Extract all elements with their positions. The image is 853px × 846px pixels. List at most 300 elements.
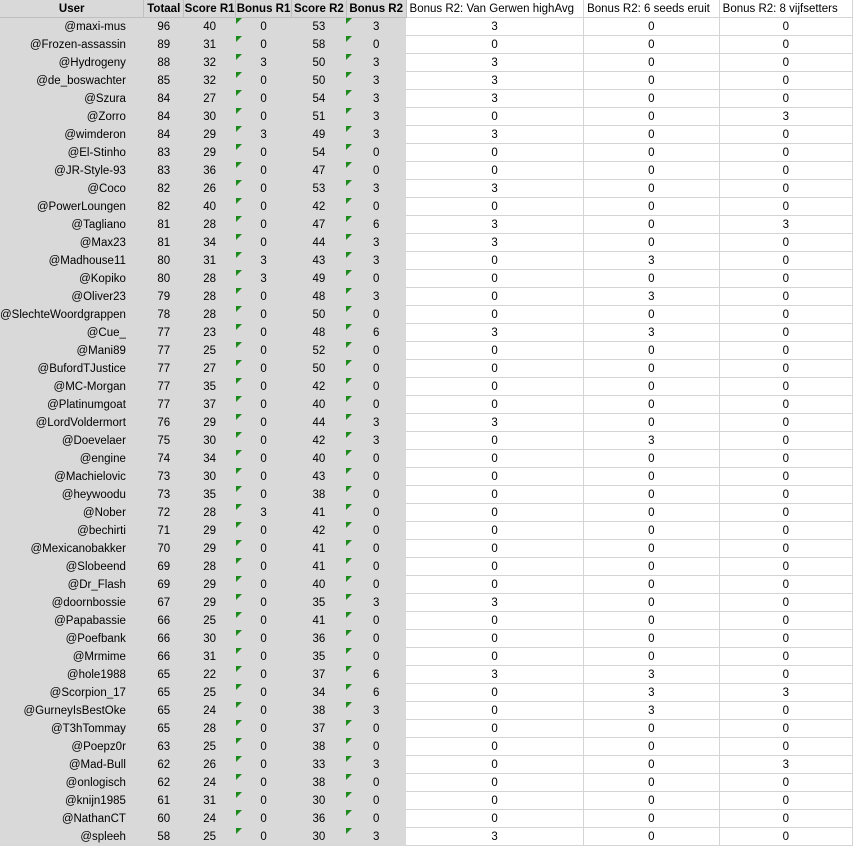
cell-bonus-vijfsetters[interactable]: 0: [719, 270, 852, 288]
cell-score-r1[interactable]: 29: [184, 540, 236, 558]
cell-bonus-van-gerwen[interactable]: 3: [406, 594, 584, 612]
cell-bonus-vijfsetters[interactable]: 0: [719, 810, 852, 828]
cell-bonus-van-gerwen[interactable]: 0: [406, 270, 584, 288]
cell-bonus-r2[interactable]: 0: [346, 468, 406, 486]
cell-bonus-seeds[interactable]: 3: [584, 432, 720, 450]
cell-bonus-r2[interactable]: 6: [346, 324, 406, 342]
cell-totaal[interactable]: 66: [144, 648, 184, 666]
cell-score-r1[interactable]: 28: [184, 270, 236, 288]
cell-bonus-seeds[interactable]: 0: [584, 648, 720, 666]
cell-score-r2[interactable]: 40: [292, 576, 347, 594]
cell-totaal[interactable]: 77: [144, 396, 184, 414]
cell-score-r2[interactable]: 50: [292, 360, 347, 378]
cell-score-r2[interactable]: 30: [292, 792, 347, 810]
cell-totaal[interactable]: 80: [144, 270, 184, 288]
cell-user[interactable]: @Kopiko: [0, 270, 144, 288]
cell-score-r2[interactable]: 38: [292, 486, 347, 504]
cell-bonus-van-gerwen[interactable]: 0: [406, 252, 584, 270]
cell-user[interactable]: @Dr_Flash: [0, 576, 144, 594]
cell-user[interactable]: @BufordTJustice: [0, 360, 144, 378]
cell-bonus-vijfsetters[interactable]: 3: [719, 756, 852, 774]
cell-score-r2[interactable]: 38: [292, 702, 347, 720]
cell-bonus-van-gerwen[interactable]: 0: [406, 702, 584, 720]
cell-score-r1[interactable]: 40: [184, 18, 236, 36]
cell-bonus-r1[interactable]: 3: [236, 126, 292, 144]
cell-score-r1[interactable]: 31: [184, 792, 236, 810]
cell-bonus-r1[interactable]: 0: [236, 198, 292, 216]
cell-totaal[interactable]: 69: [144, 576, 184, 594]
cell-bonus-vijfsetters[interactable]: 0: [719, 234, 852, 252]
cell-bonus-vijfsetters[interactable]: 0: [719, 522, 852, 540]
cell-bonus-van-gerwen[interactable]: 3: [406, 18, 584, 36]
cell-bonus-r2[interactable]: 0: [346, 792, 406, 810]
cell-bonus-van-gerwen[interactable]: 3: [406, 216, 584, 234]
cell-user[interactable]: @T3hTommay: [0, 720, 144, 738]
cell-bonus-r1[interactable]: 0: [236, 486, 292, 504]
cell-totaal[interactable]: 74: [144, 450, 184, 468]
cell-score-r2[interactable]: 48: [292, 324, 347, 342]
cell-user[interactable]: @wimderon: [0, 126, 144, 144]
cell-bonus-r1[interactable]: 0: [236, 666, 292, 684]
cell-score-r2[interactable]: 42: [292, 432, 347, 450]
cell-user[interactable]: @spleeh: [0, 828, 144, 846]
cell-score-r1[interactable]: 25: [184, 684, 236, 702]
cell-score-r1[interactable]: 30: [184, 630, 236, 648]
cell-user[interactable]: @Scorpion_17: [0, 684, 144, 702]
cell-score-r2[interactable]: 41: [292, 504, 347, 522]
cell-bonus-seeds[interactable]: 0: [584, 504, 720, 522]
cell-bonus-seeds[interactable]: 0: [584, 234, 720, 252]
cell-bonus-seeds[interactable]: 0: [584, 144, 720, 162]
cell-bonus-r2[interactable]: 0: [346, 558, 406, 576]
cell-totaal[interactable]: 66: [144, 630, 184, 648]
cell-bonus-van-gerwen[interactable]: 0: [406, 198, 584, 216]
cell-bonus-vijfsetters[interactable]: 0: [719, 252, 852, 270]
cell-score-r1[interactable]: 28: [184, 504, 236, 522]
cell-score-r1[interactable]: 31: [184, 36, 236, 54]
cell-user[interactable]: @Madhouse11: [0, 252, 144, 270]
cell-bonus-seeds[interactable]: 0: [584, 306, 720, 324]
cell-bonus-vijfsetters[interactable]: 0: [719, 288, 852, 306]
cell-bonus-van-gerwen[interactable]: 3: [406, 72, 584, 90]
cell-totaal[interactable]: 63: [144, 738, 184, 756]
cell-bonus-seeds[interactable]: 0: [584, 216, 720, 234]
cell-bonus-vijfsetters[interactable]: 0: [719, 774, 852, 792]
cell-bonus-seeds[interactable]: 0: [584, 126, 720, 144]
cell-bonus-r2[interactable]: 3: [346, 54, 406, 72]
cell-bonus-vijfsetters[interactable]: 0: [719, 180, 852, 198]
cell-totaal[interactable]: 66: [144, 612, 184, 630]
cell-bonus-vijfsetters[interactable]: 0: [719, 72, 852, 90]
cell-user[interactable]: @Poefbank: [0, 630, 144, 648]
cell-bonus-vijfsetters[interactable]: 0: [719, 342, 852, 360]
cell-bonus-seeds[interactable]: 0: [584, 108, 720, 126]
cell-bonus-vijfsetters[interactable]: 0: [719, 324, 852, 342]
cell-score-r2[interactable]: 50: [292, 54, 347, 72]
cell-bonus-r2[interactable]: 0: [346, 630, 406, 648]
cell-user[interactable]: @Zorro: [0, 108, 144, 126]
cell-totaal[interactable]: 62: [144, 756, 184, 774]
cell-score-r1[interactable]: 25: [184, 828, 236, 846]
cell-totaal[interactable]: 78: [144, 306, 184, 324]
cell-score-r1[interactable]: 29: [184, 522, 236, 540]
cell-bonus-r1[interactable]: 0: [236, 378, 292, 396]
cell-totaal[interactable]: 80: [144, 252, 184, 270]
header-bonus-r1[interactable]: Bonus R1: [236, 0, 292, 18]
cell-bonus-seeds[interactable]: 0: [584, 396, 720, 414]
cell-score-r1[interactable]: 25: [184, 342, 236, 360]
cell-bonus-r1[interactable]: 0: [236, 774, 292, 792]
cell-bonus-seeds[interactable]: 0: [584, 342, 720, 360]
cell-bonus-r2[interactable]: 3: [346, 180, 406, 198]
cell-bonus-r1[interactable]: 0: [236, 72, 292, 90]
cell-totaal[interactable]: 85: [144, 72, 184, 90]
cell-score-r2[interactable]: 42: [292, 198, 347, 216]
cell-score-r1[interactable]: 29: [184, 576, 236, 594]
cell-bonus-van-gerwen[interactable]: 3: [406, 666, 584, 684]
cell-user[interactable]: @Poepz0r: [0, 738, 144, 756]
cell-bonus-seeds[interactable]: 0: [584, 414, 720, 432]
cell-bonus-seeds[interactable]: 0: [584, 90, 720, 108]
cell-bonus-van-gerwen[interactable]: 0: [406, 450, 584, 468]
cell-bonus-van-gerwen[interactable]: 0: [406, 162, 584, 180]
cell-user[interactable]: @MC-Morgan: [0, 378, 144, 396]
cell-bonus-r1[interactable]: 0: [236, 18, 292, 36]
cell-user[interactable]: @engine: [0, 450, 144, 468]
cell-bonus-r1[interactable]: 0: [236, 108, 292, 126]
cell-bonus-vijfsetters[interactable]: 0: [719, 720, 852, 738]
cell-score-r1[interactable]: 34: [184, 450, 236, 468]
cell-bonus-r1[interactable]: 3: [236, 270, 292, 288]
cell-bonus-seeds[interactable]: 0: [584, 270, 720, 288]
cell-bonus-van-gerwen[interactable]: 3: [406, 54, 584, 72]
cell-score-r1[interactable]: 28: [184, 720, 236, 738]
cell-bonus-vijfsetters[interactable]: 3: [719, 684, 852, 702]
cell-bonus-r2[interactable]: 3: [346, 432, 406, 450]
cell-bonus-van-gerwen[interactable]: 0: [406, 378, 584, 396]
cell-bonus-r2[interactable]: 3: [346, 252, 406, 270]
cell-score-r1[interactable]: 28: [184, 558, 236, 576]
cell-user[interactable]: @knijn1985: [0, 792, 144, 810]
cell-bonus-seeds[interactable]: 3: [584, 702, 720, 720]
cell-bonus-r1[interactable]: 0: [236, 162, 292, 180]
cell-user[interactable]: @Doevelaer: [0, 432, 144, 450]
cell-bonus-van-gerwen[interactable]: 0: [406, 738, 584, 756]
cell-score-r2[interactable]: 52: [292, 342, 347, 360]
cell-bonus-r1[interactable]: 0: [236, 648, 292, 666]
cell-totaal[interactable]: 82: [144, 198, 184, 216]
cell-bonus-vijfsetters[interactable]: 0: [719, 558, 852, 576]
cell-bonus-seeds[interactable]: 3: [584, 684, 720, 702]
cell-user[interactable]: @PowerLoungen: [0, 198, 144, 216]
cell-bonus-van-gerwen[interactable]: 0: [406, 522, 584, 540]
cell-totaal[interactable]: 77: [144, 360, 184, 378]
header-score-r1[interactable]: Score R1: [184, 0, 236, 18]
cell-bonus-seeds[interactable]: 3: [584, 324, 720, 342]
cell-user[interactable]: @Mad-Bull: [0, 756, 144, 774]
cell-score-r2[interactable]: 50: [292, 72, 347, 90]
cell-bonus-r1[interactable]: 3: [236, 54, 292, 72]
cell-bonus-seeds[interactable]: 0: [584, 594, 720, 612]
cell-bonus-r1[interactable]: 3: [236, 504, 292, 522]
cell-user[interactable]: @Slobeend: [0, 558, 144, 576]
cell-score-r1[interactable]: 25: [184, 612, 236, 630]
cell-totaal[interactable]: 65: [144, 684, 184, 702]
cell-bonus-r1[interactable]: 0: [236, 612, 292, 630]
cell-bonus-vijfsetters[interactable]: 0: [719, 414, 852, 432]
cell-score-r2[interactable]: 49: [292, 126, 347, 144]
cell-bonus-vijfsetters[interactable]: 0: [719, 738, 852, 756]
cell-user[interactable]: @Machielovic: [0, 468, 144, 486]
header-bonus-van-gerwen[interactable]: Bonus R2: Van Gerwen highAvg: [406, 0, 584, 18]
cell-bonus-r1[interactable]: 0: [236, 144, 292, 162]
cell-totaal[interactable]: 79: [144, 288, 184, 306]
cell-bonus-r2[interactable]: 0: [346, 612, 406, 630]
cell-score-r2[interactable]: 42: [292, 522, 347, 540]
cell-bonus-r1[interactable]: 0: [236, 288, 292, 306]
cell-bonus-r2[interactable]: 3: [346, 126, 406, 144]
cell-bonus-vijfsetters[interactable]: 0: [719, 612, 852, 630]
cell-bonus-seeds[interactable]: 0: [584, 54, 720, 72]
cell-bonus-van-gerwen[interactable]: 0: [406, 630, 584, 648]
cell-bonus-vijfsetters[interactable]: 3: [719, 216, 852, 234]
cell-score-r2[interactable]: 37: [292, 666, 347, 684]
cell-totaal[interactable]: 67: [144, 594, 184, 612]
cell-bonus-seeds[interactable]: 0: [584, 450, 720, 468]
cell-user[interactable]: @Platinumgoat: [0, 396, 144, 414]
cell-user[interactable]: @Papabassie: [0, 612, 144, 630]
cell-bonus-r1[interactable]: 0: [236, 360, 292, 378]
cell-user[interactable]: @bechirti: [0, 522, 144, 540]
header-bonus-seeds[interactable]: Bonus R2: 6 seeds eruit: [584, 0, 720, 18]
cell-bonus-r1[interactable]: 3: [236, 252, 292, 270]
cell-bonus-van-gerwen[interactable]: 0: [406, 360, 584, 378]
cell-score-r1[interactable]: 29: [184, 414, 236, 432]
cell-bonus-van-gerwen[interactable]: 0: [406, 756, 584, 774]
cell-bonus-r1[interactable]: 0: [236, 36, 292, 54]
cell-score-r2[interactable]: 38: [292, 738, 347, 756]
cell-score-r2[interactable]: 49: [292, 270, 347, 288]
cell-score-r2[interactable]: 43: [292, 468, 347, 486]
cell-bonus-r1[interactable]: 0: [236, 396, 292, 414]
cell-bonus-van-gerwen[interactable]: 3: [406, 90, 584, 108]
cell-score-r2[interactable]: 33: [292, 756, 347, 774]
cell-bonus-r1[interactable]: 0: [236, 540, 292, 558]
cell-bonus-van-gerwen[interactable]: 3: [406, 828, 584, 846]
cell-bonus-r1[interactable]: 0: [236, 468, 292, 486]
cell-bonus-seeds[interactable]: 0: [584, 18, 720, 36]
cell-score-r2[interactable]: 30: [292, 828, 347, 846]
cell-score-r1[interactable]: 30: [184, 468, 236, 486]
cell-bonus-seeds[interactable]: 0: [584, 720, 720, 738]
cell-score-r1[interactable]: 22: [184, 666, 236, 684]
cell-score-r1[interactable]: 40: [184, 198, 236, 216]
cell-bonus-r1[interactable]: 0: [236, 342, 292, 360]
cell-user[interactable]: @Tagliano: [0, 216, 144, 234]
cell-bonus-seeds[interactable]: 0: [584, 162, 720, 180]
cell-user[interactable]: @Coco: [0, 180, 144, 198]
cell-bonus-seeds[interactable]: 0: [584, 810, 720, 828]
cell-bonus-vijfsetters[interactable]: 0: [719, 36, 852, 54]
cell-score-r1[interactable]: 35: [184, 486, 236, 504]
cell-bonus-r1[interactable]: 0: [236, 522, 292, 540]
cell-score-r1[interactable]: 37: [184, 396, 236, 414]
cell-user[interactable]: @Oliver23: [0, 288, 144, 306]
cell-bonus-van-gerwen[interactable]: 0: [406, 720, 584, 738]
cell-user[interactable]: @GurneyIsBestOke: [0, 702, 144, 720]
cell-bonus-van-gerwen[interactable]: 0: [406, 504, 584, 522]
cell-bonus-r2[interactable]: 0: [346, 576, 406, 594]
cell-bonus-r1[interactable]: 0: [236, 432, 292, 450]
cell-bonus-r2[interactable]: 3: [346, 72, 406, 90]
cell-score-r1[interactable]: 30: [184, 432, 236, 450]
cell-totaal[interactable]: 73: [144, 486, 184, 504]
cell-totaal[interactable]: 65: [144, 702, 184, 720]
cell-bonus-vijfsetters[interactable]: 0: [719, 396, 852, 414]
cell-bonus-r2[interactable]: 0: [346, 360, 406, 378]
cell-score-r2[interactable]: 35: [292, 648, 347, 666]
cell-score-r2[interactable]: 44: [292, 414, 347, 432]
cell-totaal[interactable]: 71: [144, 522, 184, 540]
cell-bonus-seeds[interactable]: 0: [584, 36, 720, 54]
cell-bonus-r2[interactable]: 0: [346, 270, 406, 288]
cell-score-r1[interactable]: 32: [184, 54, 236, 72]
cell-user[interactable]: @doornbossie: [0, 594, 144, 612]
cell-score-r2[interactable]: 36: [292, 810, 347, 828]
cell-totaal[interactable]: 70: [144, 540, 184, 558]
cell-bonus-r2[interactable]: 0: [346, 378, 406, 396]
cell-score-r2[interactable]: 37: [292, 720, 347, 738]
cell-score-r1[interactable]: 35: [184, 378, 236, 396]
cell-bonus-van-gerwen[interactable]: 0: [406, 288, 584, 306]
cell-user[interactable]: @Mrmime: [0, 648, 144, 666]
cell-bonus-r2[interactable]: 3: [346, 828, 406, 846]
cell-score-r2[interactable]: 43: [292, 252, 347, 270]
cell-totaal[interactable]: 61: [144, 792, 184, 810]
header-score-r2[interactable]: Score R2: [292, 0, 347, 18]
cell-user[interactable]: @Mexicanobakker: [0, 540, 144, 558]
cell-totaal[interactable]: 73: [144, 468, 184, 486]
cell-bonus-r1[interactable]: 0: [236, 576, 292, 594]
cell-bonus-van-gerwen[interactable]: 0: [406, 792, 584, 810]
header-totaal[interactable]: Totaal: [144, 0, 184, 18]
cell-bonus-r1[interactable]: 0: [236, 306, 292, 324]
cell-bonus-van-gerwen[interactable]: 0: [406, 342, 584, 360]
cell-bonus-r1[interactable]: 0: [236, 594, 292, 612]
cell-user[interactable]: @de_boswachter: [0, 72, 144, 90]
cell-user[interactable]: @Frozen-assassin: [0, 36, 144, 54]
cell-bonus-r2[interactable]: 0: [346, 648, 406, 666]
cell-bonus-r2[interactable]: 6: [346, 216, 406, 234]
cell-bonus-vijfsetters[interactable]: 0: [719, 540, 852, 558]
cell-score-r2[interactable]: 40: [292, 396, 347, 414]
cell-bonus-seeds[interactable]: 0: [584, 198, 720, 216]
cell-score-r2[interactable]: 48: [292, 288, 347, 306]
cell-score-r1[interactable]: 31: [184, 648, 236, 666]
cell-bonus-r2[interactable]: 3: [346, 234, 406, 252]
cell-bonus-van-gerwen[interactable]: 0: [406, 486, 584, 504]
cell-user[interactable]: @Max23: [0, 234, 144, 252]
cell-bonus-seeds[interactable]: 0: [584, 756, 720, 774]
cell-bonus-r1[interactable]: 0: [236, 738, 292, 756]
cell-user[interactable]: @LordVoldermort: [0, 414, 144, 432]
cell-bonus-r2[interactable]: 0: [346, 522, 406, 540]
cell-totaal[interactable]: 77: [144, 378, 184, 396]
cell-bonus-r1[interactable]: 0: [236, 756, 292, 774]
cell-bonus-seeds[interactable]: 0: [584, 522, 720, 540]
cell-bonus-vijfsetters[interactable]: 0: [719, 378, 852, 396]
cell-bonus-vijfsetters[interactable]: 0: [719, 828, 852, 846]
cell-bonus-seeds[interactable]: 0: [584, 828, 720, 846]
cell-score-r1[interactable]: 29: [184, 144, 236, 162]
cell-bonus-vijfsetters[interactable]: 0: [719, 468, 852, 486]
cell-user[interactable]: @Mani89: [0, 342, 144, 360]
cell-bonus-r1[interactable]: 0: [236, 216, 292, 234]
cell-user[interactable]: @Nober: [0, 504, 144, 522]
cell-bonus-van-gerwen[interactable]: 0: [406, 576, 584, 594]
cell-bonus-seeds[interactable]: 3: [584, 288, 720, 306]
cell-bonus-van-gerwen[interactable]: 0: [406, 468, 584, 486]
cell-bonus-vijfsetters[interactable]: 0: [719, 792, 852, 810]
cell-bonus-vijfsetters[interactable]: 3: [719, 108, 852, 126]
cell-bonus-van-gerwen[interactable]: 3: [406, 324, 584, 342]
cell-score-r2[interactable]: 53: [292, 18, 347, 36]
cell-bonus-seeds[interactable]: 0: [584, 180, 720, 198]
cell-user[interactable]: @Szura: [0, 90, 144, 108]
cell-totaal[interactable]: 89: [144, 36, 184, 54]
cell-score-r1[interactable]: 29: [184, 126, 236, 144]
cell-bonus-seeds[interactable]: 0: [584, 486, 720, 504]
cell-score-r2[interactable]: 38: [292, 774, 347, 792]
cell-totaal[interactable]: 77: [144, 342, 184, 360]
cell-score-r1[interactable]: 34: [184, 234, 236, 252]
cell-score-r2[interactable]: 34: [292, 684, 347, 702]
cell-score-r1[interactable]: 27: [184, 90, 236, 108]
cell-bonus-r1[interactable]: 0: [236, 414, 292, 432]
cell-bonus-r2[interactable]: 0: [346, 720, 406, 738]
cell-bonus-r1[interactable]: 0: [236, 450, 292, 468]
cell-score-r2[interactable]: 41: [292, 558, 347, 576]
cell-score-r2[interactable]: 41: [292, 540, 347, 558]
cell-bonus-van-gerwen[interactable]: 0: [406, 684, 584, 702]
cell-bonus-r2[interactable]: 3: [346, 18, 406, 36]
cell-bonus-van-gerwen[interactable]: 0: [406, 810, 584, 828]
cell-bonus-vijfsetters[interactable]: 0: [719, 594, 852, 612]
cell-bonus-r2[interactable]: 3: [346, 756, 406, 774]
header-user[interactable]: User: [0, 0, 144, 18]
cell-bonus-vijfsetters[interactable]: 0: [719, 648, 852, 666]
cell-bonus-r2[interactable]: 0: [346, 306, 406, 324]
cell-score-r1[interactable]: 29: [184, 594, 236, 612]
cell-score-r1[interactable]: 28: [184, 306, 236, 324]
cell-bonus-seeds[interactable]: 3: [584, 666, 720, 684]
cell-bonus-vijfsetters[interactable]: 0: [719, 504, 852, 522]
cell-user[interactable]: @NathanCT: [0, 810, 144, 828]
cell-score-r2[interactable]: 53: [292, 180, 347, 198]
cell-bonus-r1[interactable]: 0: [236, 324, 292, 342]
cell-bonus-r1[interactable]: 0: [236, 630, 292, 648]
cell-score-r1[interactable]: 24: [184, 810, 236, 828]
cell-bonus-vijfsetters[interactable]: 0: [719, 18, 852, 36]
cell-bonus-van-gerwen[interactable]: 0: [406, 108, 584, 126]
cell-bonus-seeds[interactable]: 0: [584, 72, 720, 90]
cell-bonus-r1[interactable]: 0: [236, 90, 292, 108]
cell-score-r2[interactable]: 54: [292, 90, 347, 108]
cell-totaal[interactable]: 88: [144, 54, 184, 72]
cell-user[interactable]: @Cue_: [0, 324, 144, 342]
cell-totaal[interactable]: 81: [144, 234, 184, 252]
cell-bonus-van-gerwen[interactable]: 0: [406, 36, 584, 54]
